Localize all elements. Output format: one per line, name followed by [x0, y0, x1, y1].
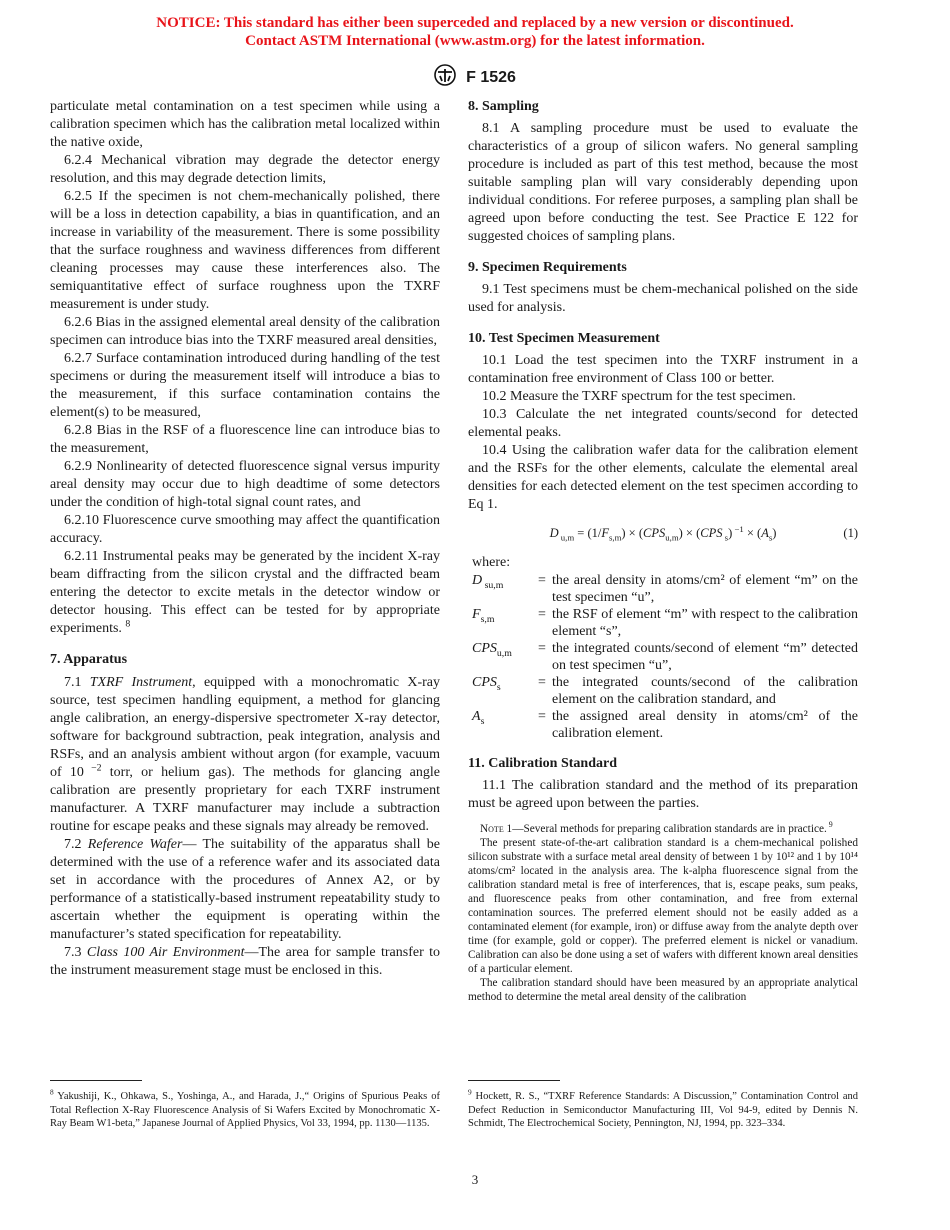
paragraph-7-3 — [50, 944, 440, 980]
section-heading-test-specimen-measurement: 10. Test Specimen Measurement — [468, 331, 660, 346]
footnote-text: Hockett, R. S., “TXRF Reference Standards: A Discussion,” Contamination Control and Defect Reduction in Semiconductor Manufacturing III, Vol 94-9, edited by Dennis N. Schmidt, The Electrochemical Society, Pennington, NJ, 1994, pp. 323–334. — [468, 1091, 858, 1129]
paragraph-6-2-4: 6.2.4 Mechanical vibration may degrade the detector energy resolution, and this may degrade detection limits, — [50, 153, 440, 186]
paragraph-11-1: 11.1 The calibration standard and the method of its preparation must be agreed upon between the parties. — [468, 778, 858, 811]
definition-text: the RSF of element “m” with respect to the calibration element “s”, — [552, 607, 858, 639]
paragraph-10-4: 10.4 Using the calibration wafer data for the calibration element and the RSFs for the other elements, calculate the elemental areal densities for each detected element on the test specimen according to Eq 1. — [468, 443, 858, 512]
note-1 — [468, 822, 858, 1004]
section-heading-apparatus: 7. Apparatus — [50, 652, 128, 667]
footnote-rule — [50, 1080, 142, 1081]
paragraph-6-2-5: 6.2.5 If the specimen is not chem-mechanically polished, there will be a loss in detection capability, a bias in quantification, and an increase in variability of the measurement. There is some possibility that the surface roughness and waviness differences from different cleaning processes may cause these interferences also. The semiquantitative effect of surface roughness upon the TXRF measurement is under study. — [50, 189, 440, 312]
paragraph-7-1 — [50, 674, 440, 836]
footnote-mark: 9 — [468, 1087, 472, 1097]
paragraph: particulate metal contamination on a test specimen while using a calibration specimen which has the calibration metal localized within the native oxide, — [50, 99, 440, 150]
standard-designation: F 1526 — [466, 68, 516, 86]
definition-row: $A_s$ = the assigned areal density in atoms/cm² of the calibration element. — [472, 709, 858, 741]
where-label: where: — [472, 555, 511, 570]
paragraph-6-2-8: 6.2.8 Bias in the RSF of a fluorescence line can introduce bias to the measurement, — [50, 423, 440, 456]
term: TXRF Instrument — [89, 675, 193, 690]
page-header — [0, 64, 950, 91]
section-heading-calibration-standard: 11. Calibration Standard — [468, 756, 617, 771]
footnote-mark: 8 — [50, 1087, 54, 1097]
paragraph-9-1: 9.1 Test specimens must be chem-mechanical polished on the side used for analysis. — [468, 282, 858, 315]
footnote-9 — [468, 1087, 858, 1131]
term: Class 100 Air Environment — [86, 945, 245, 960]
definition-row: D $_{su,m}$ = the areal density in atoms/cm² of element “m” on the test specimen “u”, — [472, 573, 858, 605]
section-heading-specimen-requirements: 9. Specimen Requirements — [468, 260, 627, 275]
para-number: 7.2 — [64, 837, 82, 852]
definition-row: $F_{s,m}$ = the RSF of element “m” with respect to the calibration element “s”, — [472, 607, 858, 639]
paragraph-10-2: 10.2 Measure the TXRF spectrum for the test specimen. — [482, 389, 796, 404]
paragraph-10-1: 10.1 Load the test specimen into the TXRF instrument in a contamination free environment of Class 100 or better. — [468, 353, 858, 386]
footnote-ref-8[interactable]: 8 — [125, 618, 131, 630]
paragraph-6-2-9: 6.2.9 Nonlinearity of detected fluorescence signal versus impurity areal density may occur due to high deadtime of some detectors under the condition of high-total signal count rates, and — [50, 459, 440, 510]
paragraph-8-1: 8.1 A sampling procedure must be used to evaluate the characteristics of a group of silicon wafers. No general sampling procedure is included as part of this test method, because the most suitable sampling plan will vary considerably depending upon individual conditions. For referee purposes, a sampling plan shall be agreed upon before conducting the test. See Practice E 122 for suggested choices of sampling plans. — [468, 121, 858, 244]
note-text: 1—Several methods for preparing calibration standards are in practice. — [503, 823, 827, 835]
definition-row: $CPS_{u,m}$ = the integrated counts/second of element “m” detected on test specimen “u”, — [472, 641, 858, 673]
definition-text: the areal density in atoms/cm² of element “m” on the test specimen “u”, — [552, 573, 858, 605]
paragraph-text: torr, or helium gas). The methods for glancing angle calibration are presently proprietary for each TXRF instrument manufacturer. A TXRF manufacturer may include a subtraction routine for escape peaks and these signals may already be removed. — [50, 765, 441, 834]
equation-1: D $_{u,m} = (1/F_{s,m}) \times (CPS_{u,m}) \times (CPS$ $_s$) $^{-1} \times (A_s)$ (1) — [549, 523, 858, 543]
paragraph-text: — The suitability of the apparatus shall be determined with the use of a reference wafer and its associated data set in accordance with the procedures of Annex A2, or by performance of a statistically-based instrument repeatability study to ascertain whether the equipment is operating within the manufacturer’s stated specification for repeatability. — [50, 837, 441, 942]
note-paragraph: The present state-of-the-art calibration standard is a chem-mechanical polished silicon substrate with a surface metal areal density of between 1 by 10¹² and 1 by 10¹⁴ atoms/cm² located in the analysis area. The k-alpha fluorescence signal from the calibration standard metal is free of interferences, that is, escape peaks, sum peaks, and fluorescence peaks from other contamination, and free from external contamination sources. The preferred element should not be easily added as a contaminated element (for example, iron) or diffuse away from the analyte depth over time (for example, gold or copper). The preferred element is nickel or vanadium. Calibration can also be done using a set of wafers with different known areal densities of a particular element. — [468, 837, 858, 975]
paragraph-7-2 — [50, 836, 440, 944]
right-column — [468, 98, 858, 1004]
definition-text: the integrated counts/second of the calibration element on the calibration standard, and — [552, 675, 858, 707]
paragraph-6-2-6: 6.2.6 Bias in the assigned elemental areal density of the calibration specimen can introduce bias into the TXRF measured areal densities, — [50, 315, 440, 348]
term: Reference Wafer — [87, 837, 183, 852]
footnote-text: Yakushiji, K., Ohkawa, S., Yoshinga, A., and Harada, J.,“ Origins of Spurious Peaks of Total Reflection X-Ray Fluorescence Analysis of Si Wafers Excited by Monochromatic X-Ray Beam W1-beta,” Japanese Journal of Applied Physics, Vol 33, 1994, pp. 1130—1135. — [50, 1091, 440, 1129]
notice-banner — [0, 14, 950, 50]
paragraph-6-2-10: 6.2.10 Fluorescence curve smoothing may affect the quantification accuracy. — [50, 513, 440, 546]
definition-text: the assigned areal density in atoms/cm² of the calibration element. — [552, 709, 858, 741]
para-number: 7.3 — [64, 945, 82, 960]
page-number: 3 — [471, 1172, 479, 1187]
variable-definitions — [468, 572, 858, 742]
definition-text: the integrated counts/second of element “m” detected on test specimen “u”, — [552, 641, 858, 673]
paragraph-text: , equipped with a monochromatic X-ray source, test specimen handling equipment, a method for glancing angle calibration, an energy-dispersive spectrometer X-ray detector, software for background subtraction, peak integration, analysis and RSFs, and an analysis ambient without argon (for example, vacuum of 10 — [50, 675, 440, 780]
left-column — [50, 98, 440, 980]
footnote-rule — [468, 1080, 560, 1081]
notice-line-1: NOTICE: This standard has either been superceded and replaced by a new version or discontinued. — [156, 15, 794, 31]
paragraph-10-3: 10.3 Calculate the net integrated counts/second for detected elemental peaks. — [468, 407, 858, 440]
exponent: −2 — [83, 762, 102, 774]
notice-line-2: Contact ASTM International (www.astm.org) for the latest information. — [245, 33, 705, 49]
paragraph-text: 6.2.11 Instrumental peaks may be generated by the incident X-ray beam diffracting from the silicon crystal and the diffracted beam entering the detector to excite metals in the detector window or detector housing. This effect can be tested for by appropriate experiments. — [50, 549, 440, 636]
astm-logo-icon — [434, 64, 456, 91]
section-heading-sampling: 8. Sampling — [468, 99, 539, 114]
note-label: Note — [480, 823, 504, 835]
footnote-ref-9[interactable]: 9 — [826, 820, 833, 830]
definition-row: $CPS_s$ = the integrated counts/second of the calibration element on the calibration standard, and — [472, 675, 858, 707]
paragraph-6-2-7: 6.2.7 Surface contamination introduced during handling of the test specimens or during the measurement itself will introduce a bias to the measurement, if this surface contamination contains the element(s) to be measured, — [50, 351, 440, 420]
para-number: 7.1 — [64, 675, 82, 690]
paragraph-6-2-11 — [50, 548, 440, 638]
note-paragraph: The calibration standard should have been measured by an appropriate analytical method to determine the metal areal density of the calibration — [468, 977, 858, 1003]
paragraph-text: —The area for sample transfer to the instrument measurement stage must be enclosed in this. — [50, 945, 440, 978]
footnote-8 — [50, 1087, 440, 1131]
equation-number: (1) — [843, 526, 858, 540]
